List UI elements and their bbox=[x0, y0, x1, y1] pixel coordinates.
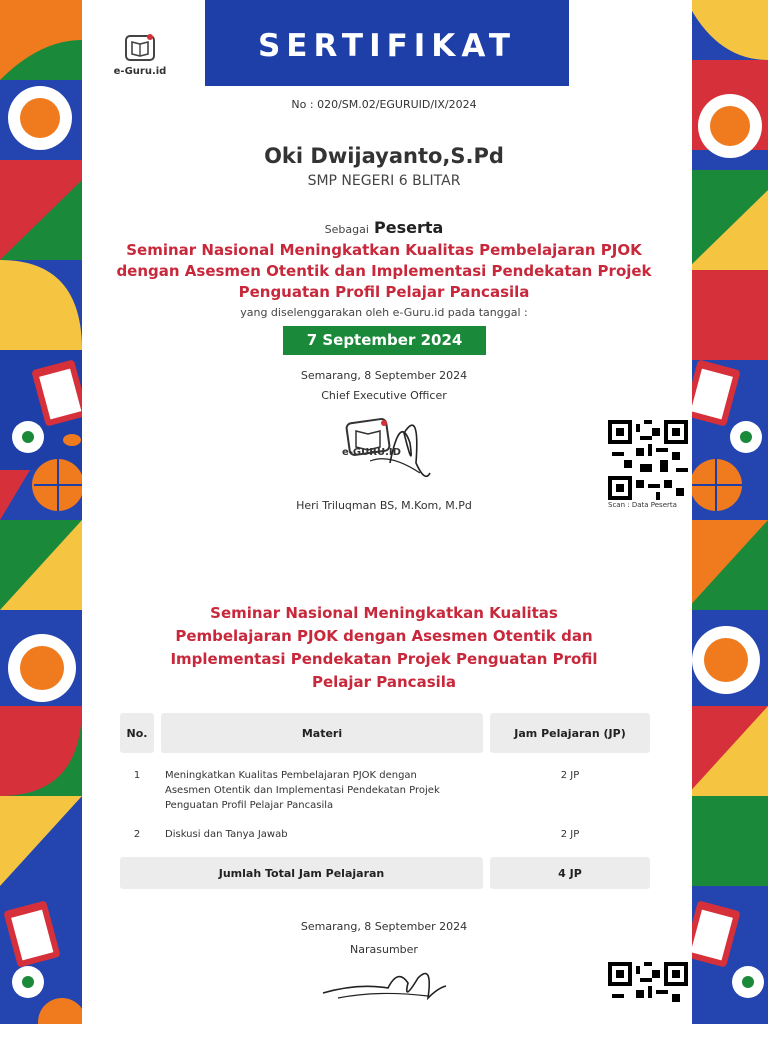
speaker-label: Narasumber bbox=[350, 943, 418, 956]
qr-code-bottom[interactable] bbox=[608, 962, 688, 1042]
qr-code[interactable] bbox=[608, 420, 688, 500]
syllabus-title: Seminar Nasional Meningkatkan Kualitas Pembelajaran PJOK dengan Asesmen Otentik dan Implementasi Pendekatan Projek Penguatan Profil Pelajar Pancasila bbox=[170, 604, 598, 691]
row-1-materi: Meningkatkan Kualitas Pembelajaran PJOK dengan Asesmen Otentik dan Implementasi Pendekatan Projek Penguatan Profil Pelajar Pancasila bbox=[165, 770, 440, 811]
event-title: Seminar Nasional Meningkatkan Kualitas Pembelajaran PJOK dengan Asesmen Otentik dan Implementasi Pendekatan Projek Penguatan Profil Pelajar Pancasila bbox=[116, 241, 652, 301]
total-value: 4 JP bbox=[490, 857, 650, 889]
issue-place-date: Semarang, 8 September 2024 bbox=[300, 369, 468, 382]
role-value: Peserta bbox=[374, 218, 444, 237]
row-2-materi: Diskusi dan Tanya Jawab bbox=[165, 829, 288, 840]
role-line bbox=[0, 218, 768, 237]
column-header-materi: Materi bbox=[161, 713, 483, 753]
logo-text: e-Guru.id bbox=[113, 66, 167, 77]
eguru-logo bbox=[112, 30, 168, 77]
row-2-no: 2 bbox=[133, 829, 141, 840]
column-header-jp: Jam Pelajaran (JP) bbox=[490, 713, 650, 753]
column-header-no: No. bbox=[120, 713, 154, 753]
stamp-text: e-GURU.ID bbox=[342, 447, 401, 458]
qr-caption: Scan : Data Peserta bbox=[608, 501, 677, 509]
signer-title: Chief Executive Officer bbox=[321, 389, 447, 402]
organizer-line: yang diselenggarakan oleh e-Guru.id pada tanggal : bbox=[240, 306, 528, 319]
certificate-number: No : 020/SM.02/EGURUID/IX/2024 bbox=[291, 98, 477, 111]
total-label: Jumlah Total Jam Pelajaran bbox=[120, 857, 483, 889]
row-2-jp: 2 JP bbox=[560, 829, 580, 840]
event-date-badge: 7 September 2024 bbox=[283, 326, 486, 355]
book-icon bbox=[123, 30, 157, 64]
signer-name: Heri Triluqman BS, M.Kom, M.Pd bbox=[296, 499, 472, 512]
speaker-signature bbox=[318, 958, 448, 1008]
role-prefix: Sebagai bbox=[324, 223, 369, 236]
ceo-signature-stamp bbox=[330, 403, 440, 495]
certificate-title: SERTIFIKAT bbox=[257, 28, 517, 64]
recipient-name: Oki Dwijayanto,S.Pd bbox=[264, 144, 504, 168]
row-1-jp: 2 JP bbox=[560, 770, 580, 781]
syllabus-place-date: Semarang, 8 September 2024 bbox=[300, 920, 468, 933]
recipient-institution: SMP NEGERI 6 BLITAR bbox=[307, 173, 461, 189]
row-1-no: 1 bbox=[133, 770, 141, 781]
